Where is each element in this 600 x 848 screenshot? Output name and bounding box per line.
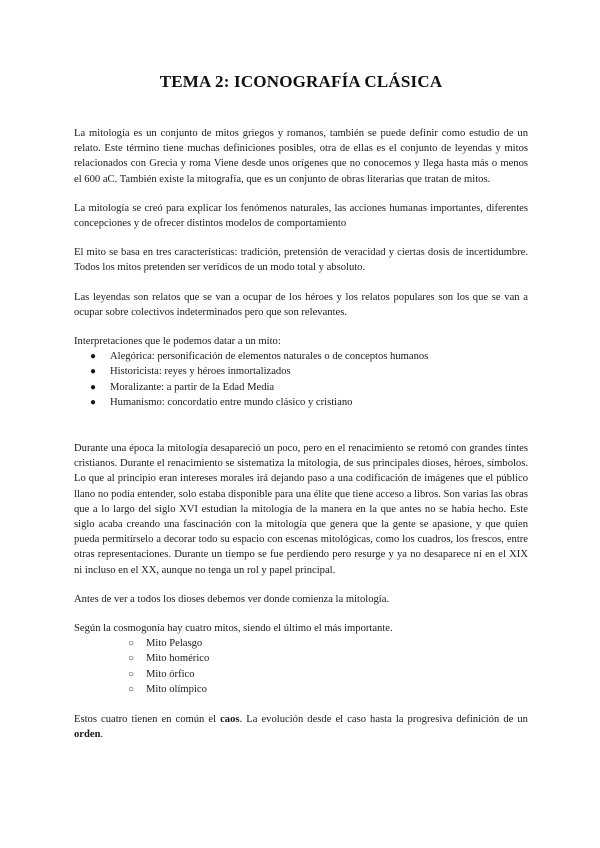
- bold-orden: orden: [74, 729, 101, 741]
- paragraph-renacimiento: Durante una época la mitología desapareció un poco, pero en el renacimiento se retomó con grandes tintes cristianos. Durante el renacimiento se sistematiza la mitología, de sus principales dioses, héroes, símbolos. Lo que al principio eran intereses morales irá dejando paso a una codificación de imágenes que el público llano no podía entender, solo estaba disponible para una élite que tiene acceso a libros. Son varias las obras que a lo largo del siglo XVI estudian la mitología de la manera en la que antes no se había hecho. Este siglo acaba creando una fascinación con la mitología que genera que la gente se apasione, y que quien pueda permitírselo a decorar todo su espacio con escenas mitológicas, como los cuadros, los frescos, entre otras representaciones. Durante un tiempo se fue perdiendo pero resurge y ya no desaparece ni en el XIX ni incluso en el XX, aunque no tenga un rol y papel principal.: [74, 443, 528, 576]
- circle-bullet-icon: ○: [128, 683, 135, 695]
- list-item: ○ Mito Pelasgo: [74, 636, 528, 651]
- page-title: TEMA 2: ICONOGRAFÍA CLÁSICA: [159, 72, 443, 91]
- paragraph-dioses: Antes de ver a todos los dioses debemos ver donde comienza la mitología.: [74, 593, 390, 605]
- list-item: ○ Mito órfico: [74, 667, 528, 682]
- paragraph-leyendas: Las leyendas son relatos que se van a ocupar de los héroes y los relatos populares son los que se van a ocupar sobre colectivos indeterminados pero que son relevantes.: [74, 291, 528, 318]
- bullet-icon: ●: [90, 366, 97, 378]
- spacer: [74, 425, 528, 441]
- circle-bullet-icon: ○: [128, 653, 135, 665]
- list-item: ○ Mito olímpico: [74, 682, 528, 697]
- interpretations-intro: Interpretaciones que le podemos datar a un mito:: [74, 336, 281, 348]
- paragraph-mito-caracteristicas: El mito se basa en tres características: tradición, pretensión de veracidad y ciertas dosis de incertidumbre. Todos los mitos pretenden ser verídicos de un modo total y absoluto.: [74, 247, 528, 274]
- bullet-icon: ●: [90, 351, 97, 363]
- document-page: [74, 72, 528, 757]
- myths-list: [74, 636, 528, 697]
- list-item: ● Alegórica: personificación de elementos naturales o de conceptos humanos: [74, 349, 528, 364]
- paragraph-mitologia-proposito: La mitología se creó para explicar los fenómenos naturales, las acciones humanas importantes, diferentes concepciones y de ofrecer distintos modelos de comportamiento: [74, 202, 528, 230]
- list-item: ● Humanismo: concordatio entre mundo clásico y cristiano: [74, 395, 528, 410]
- circle-bullet-icon: ○: [128, 638, 135, 650]
- bullet-icon: ●: [90, 381, 97, 393]
- list-item: ● Moralizante: a partir de la Edad Media: [74, 380, 528, 395]
- bullet-icon: ●: [90, 396, 97, 408]
- paragraph-mitologia-definicion: La mitología es un conjunto de mitos griegos y romanos, también se puede definir como estudio de un relato. Este término tiene muchas definiciones posibles, otra de ellas es el conjunto de leyendas y mitos relacionados con Grecia y roma Viene desde unos orígenes que no conocemos y llega hasta más o menos el 600 aC. También existe la mitografía, que es un conjunto de obras literarias que tratan de mitos.: [74, 128, 528, 185]
- interpretations-list: [74, 349, 528, 410]
- list-item: ○ Mito homérico: [74, 651, 528, 666]
- bold-caos: caos: [220, 714, 240, 726]
- paragraph-caos-orden: Estos cuatro tienen en común el caos. La evolución desde el caso hasta la progresiva definición de un orden.: [74, 714, 528, 741]
- list-item: ● Historicista: reyes y héroes inmortalizados: [74, 364, 528, 379]
- circle-bullet-icon: ○: [128, 668, 135, 680]
- cosmogonia-intro: Según la cosmogonía hay cuatro mitos, siendo el último el más importante.: [74, 623, 393, 635]
